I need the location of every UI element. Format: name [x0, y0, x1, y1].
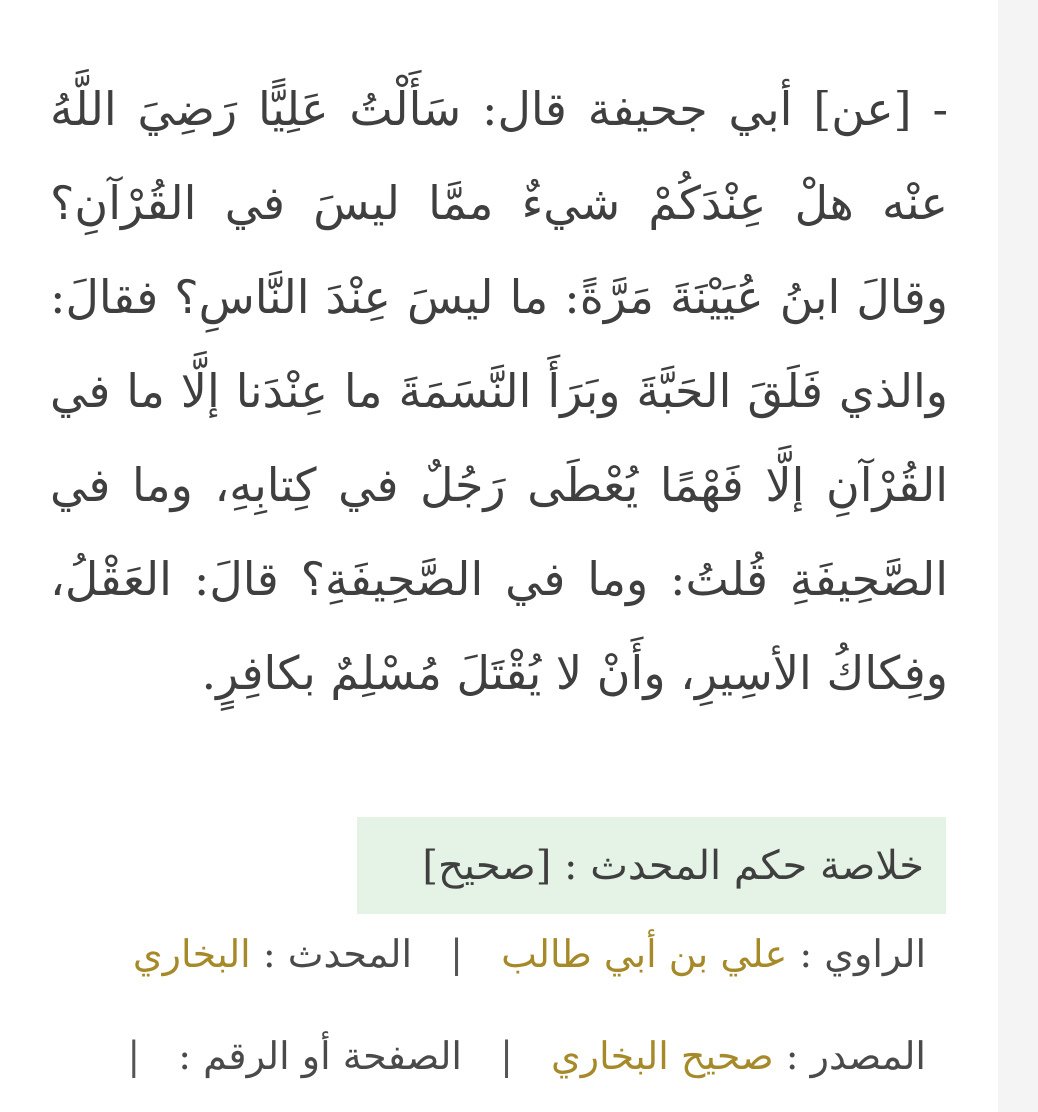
source-label: المصدر : [785, 1034, 926, 1078]
verdict-line [422, 843, 924, 889]
verdict-value: [صحيح] [422, 842, 552, 889]
verdict-label: خلاصة حكم المحدث : [564, 842, 924, 889]
side-scroll-strip [998, 0, 1038, 1112]
source-page-line [101, 1034, 926, 1078]
muhaddith-label: المحدث : [262, 932, 413, 976]
narrator-link[interactable]: علي بن أبي طالب [501, 932, 788, 976]
page-number-label: الصفحة أو الرقم : [178, 1034, 462, 1078]
narrator-muhaddith-line [133, 932, 926, 976]
narrator-label: الراوي : [799, 932, 926, 976]
muhaddith-link[interactable]: البخاري [132, 932, 251, 976]
source-link[interactable]: صحيح البخاري [550, 1034, 774, 1078]
hadith-text: - [عن] أبي جحيفة قال: سَأَلْتُ عَلِيًّا رَضِيَ اللَّهُ عنْه هلْ عِنْدَكُمْ شيءٌ ممَّا ليسَ في القُرْآنِ؟ وقالَ ابنُ عُيَيْنَةَ مَرَّةً: ما ليسَ عِنْدَ النَّاسِ؟ فقالَ: والذي فَلَقَ الحَبَّةَ وبَرَأَ النَّسَمَةَ ما عِنْدَنا إلَّا ما في القُرْآنِ إلَّا فَهْمًا يُعْطَى رَجُلٌ في كِتابِهِ، وما في الصَّحِيفَةِ قُلتُ: وما في الصَّحِيفَةِ؟ قالَ: العَقْلُ، وفِكاكُ الأسِيرِ، وأَنْ لا يُقْتَلَ مُسْلِمٌ بكافِرٍ. [50, 82, 948, 700]
separator: | [500, 1034, 513, 1078]
separator: | [127, 1034, 141, 1078]
verdict-box [357, 817, 946, 914]
separator: | [450, 932, 463, 976]
